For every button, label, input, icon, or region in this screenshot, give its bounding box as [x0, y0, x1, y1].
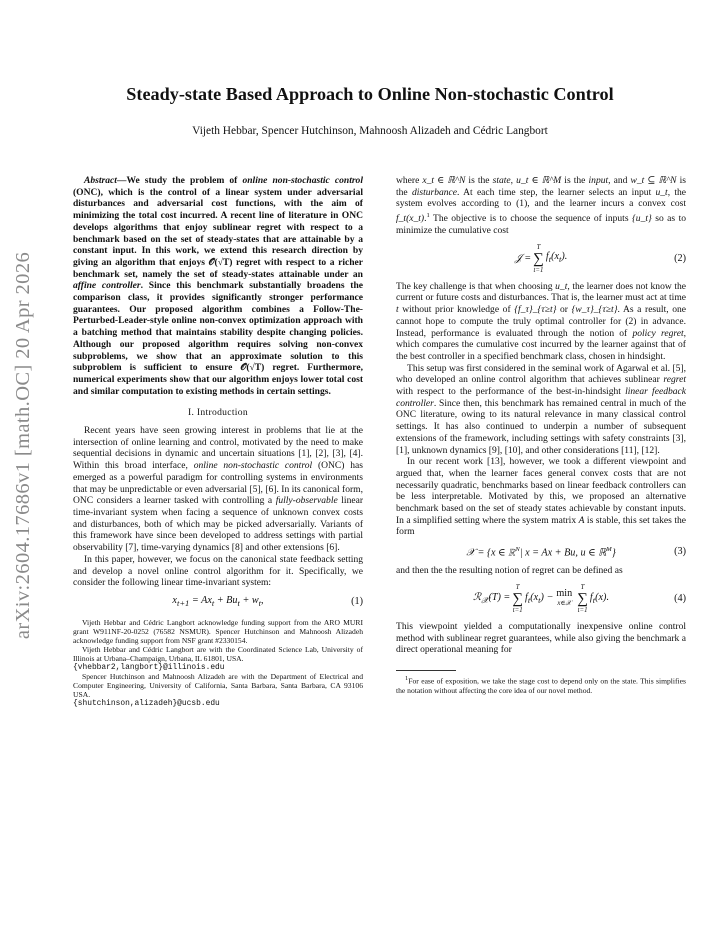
section-heading-introduction: I. Introduction — [188, 407, 248, 419]
right-paragraph-4: In our recent work [13], however, we took a different viewpoint and argued that, when the learner faces general convex costs that are not necessarily quadratic, benchmarks based on linear feedback controllers can be less interpretable. Motivated by this, we proposed an alternative benchmark based on the set of steady states achievable by constant inputs. In a simplified setting where the system matrix A is stable, this set takes the form — [396, 456, 686, 538]
equation-number: (1) — [351, 596, 363, 608]
arxiv-stamp — [4, 225, 44, 665]
equation-4: ℛ$_𝒳$(T) = T ∑ t=1 $f_t(x_t)$ − min x∈𝒳 T ∑ t=1 $f_t(x)$. (4) — [472, 583, 686, 614]
right-paragraph-3: This setup was first considered in the seminal work of Agarwal et al. [5], who developed an online control algorithm that achieves sublinear regret with respect to the performance of the best-in-hindsight linear feedback controller. Since then, this benchmark has remained central in much of the ONC literature, owing to its natural relevance in many classical control settings. It has also continued to underpin a number of subsequent extensions of the framework, including settings with safety constraints [3], [1], unknown dynamics [9], [10], and other considerations [11], [12]. — [396, 362, 686, 456]
equation-2: 𝒥 = T ∑ t=1 $f_t(x_t)$. (2) — [514, 243, 686, 274]
affiliation-footnotes — [73, 618, 363, 709]
right-paragraph-1: where x_t ∈ ℝ^N is the state, u_t ∈ ℝ^M is the input, and w_t ⊆ ℝ^N is the disturbance. At each time step, the learner selects an input u_t, the system evolves according to (1), and the learner incurs a convex cost f_t(x_t).$^1$ The objective is to choose the sequence of inputs {u_t} so as to minimize the cumulative cost — [396, 175, 686, 236]
equation-number: (2) — [674, 252, 686, 264]
intro-paragraph-2: In this paper, however, we focus on the canonical state feedback setting and develop a novel online control algorithm for it. Specifically, we consider the following linear time-invariant system: — [73, 553, 363, 589]
right-column — [396, 175, 686, 695]
equation-3: 𝒳 = {x ∈ ℝ$^N$| x = Ax + Bu, u ∈ ℝ$^M$} (3) — [466, 545, 686, 559]
right-paragraph-5: and then the the resulting notion of regret can be defined as — [396, 565, 623, 577]
footnote-1: $^1$For ease of exposition, we take the stage cost to depend only on the state. This simplifies the notation without affecting the core idea of our novel method. — [396, 675, 686, 695]
email-illinois: {vhebbar2,langbort}@illinois.edu — [73, 663, 225, 673]
left-column — [73, 175, 363, 709]
equation-number: (4) — [674, 593, 686, 605]
equation-1: $x_{t+1} = Ax_t + Bu_t + w_t$, (1) — [172, 594, 363, 608]
affiliation-note-2: Spencer Hutchinson and Mahnoosh Alizadeh are with the Department of Electrical and Computer Engineering, University of California, Santa Barbara, Santa Barbara, CA 93106 USA. — [73, 672, 363, 700]
footnote-rule — [396, 670, 456, 671]
equation-number: (3) — [674, 545, 686, 557]
arxiv-identifier: arXiv:2604.17686v1 [math.OC] 20 Apr 2026 — [12, 251, 35, 639]
paper-authors: Vijeth Hebbar, Spencer Hutchinson, Mahnoosh Alizadeh and Cédric Langbort — [192, 125, 548, 137]
paper-title: Steady-state Based Approach to Online Non-stochastic Control — [126, 84, 614, 104]
affiliation-note-1: Vijeth Hebbar and Cédric Langbort are with the Coordinated Science Lab, University of Illinois at Urbana–Champaign, Urbana, IL 61801, USA. — [73, 644, 363, 664]
intro-paragraph-1: Recent years have seen growing interest in problems that lie at the intersection of online learning and control, motivated by the need to make sequential decisions in dynamic and uncertain situations [1], [2], [3], [4]. Within this broad interface, online non-stochastic control (ONC) has emerged as a powerful paradigm for controlling systems in environments that may be unpredictable or even adversarial [5], [6]. In its canonical form, ONC considers a learner tasked with controlling a fully-observable linear time-invariant system when facing a sequence of unknown convex costs and disturbances, both of which may be picked adversarially. Variants of this framework have since been developed to address settings with partial observability [7], time-varying dynamics [8] and other extensions [6]. — [73, 425, 364, 554]
right-paragraph-6: This viewpoint yielded a computationally inexpensive online control method with sublinear regret guarantees, while also giving the benchmark a direct operational meaning for — [396, 620, 686, 656]
abstract: Abstract—We study the problem of online non-stochastic control (ONC), which is the control of a linear system under adversarial disturbances and adversarial cost functions, with the aim of minimizing the total cost incurred. A recent line of literature in ONC develops algorithms that enjoy sublinear regret with respect to a benchmark based on the set of steady-states that are attainable by a constant input. In this work, we extend this research direction by giving an algorithm that enjoys 𝒪(√T) regret with respect to a richer benchmark set, namely the set of steady-states attainable under an affine controller. Since this benchmark substantially broadens the comparison class, it provides significantly stronger performance guarantees. Our proposed algorithm combines a Follow-The-Perturbed-Leader-style online non-convex optimization approach with a batching method that maintains stability despite changing policies. Although our proposed algorithm requires solving non-convex subproblems, we show that an approximate solution to this subproblem is sufficient to ensure 𝒪(√T) regret. Furthermore, numerical experiments show that our algorithm enjoys lower total cost and similar computation to existing methods in certain settings. — [73, 175, 364, 397]
funding-note: Vijeth Hebbar and Cédric Langbort acknowledge funding support from the ARO MURI grant W911NF-20-0252 (76582 NSMUR). Spencer Hutchinson and Mahnoosh Alizadeh acknowledge funding support from NSF grant #2330154. — [73, 617, 363, 645]
email-ucsb: {shutchinson,alizadeh}@ucsb.edu — [73, 699, 220, 709]
right-paragraph-2: The key challenge is that when choosing u_t, the learner does not know the current or future costs and disturbances. That is, the learner must act at time t without prior knowledge of {f_τ}_{τ≥t} or {w_τ}_{τ≥t}. As a result, one cannot hope to compute the truly optimal controller for (2) in advance. Instead, performance is evaluated through the notion of policy regret, which compares the cumulative cost incurred by the learner against that of the best controller in a specified benchmark class, chosen in hindsight. — [396, 280, 686, 362]
